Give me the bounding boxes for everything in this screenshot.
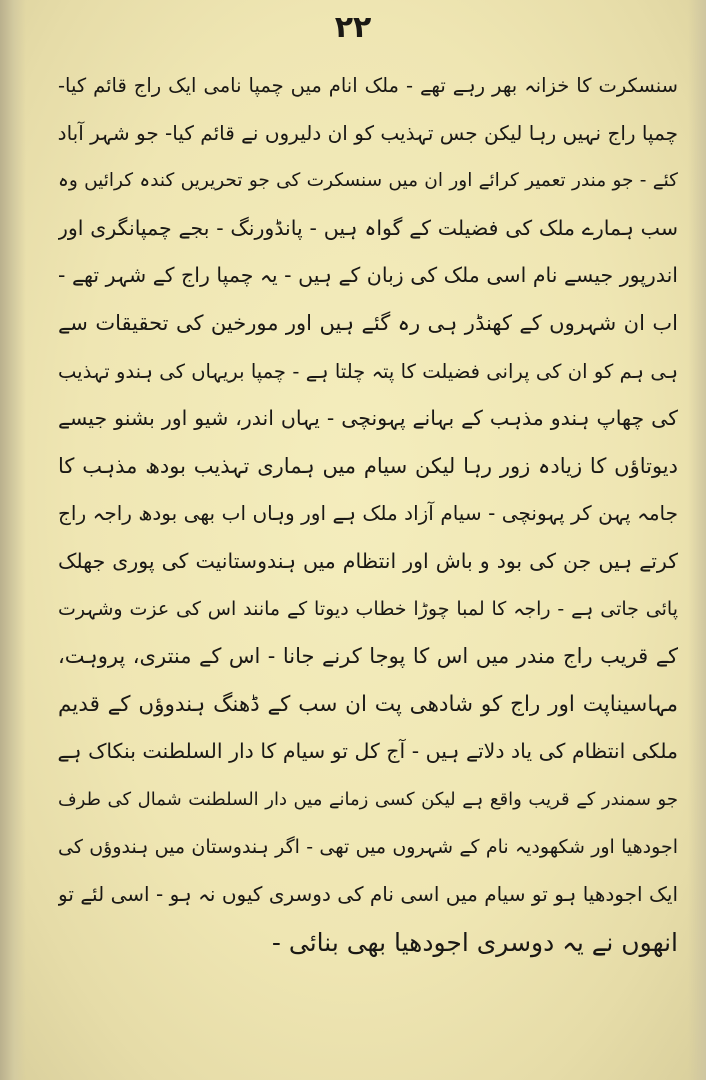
text-line: کئے - جو مندر تعمیر کرائے اور ان میں سنسکرت کی جو تحریریں کندہ کرائیں وہ	[58, 170, 678, 192]
text-line: کی چھاپ ہندو مذہب کے بہانے پہونچی - یہاں اندر، شیو اور بشنو جیسے	[58, 406, 678, 431]
text-line: سب ہمارے ملک کی فضیلت کے گواہ ہیں - پانڈورنگ - بجے چمپانگری اور	[58, 215, 678, 240]
page-number: ۲۲	[334, 10, 372, 45]
text-line: ایک اجودھیا ہو تو سیام میں اسی نام کی دوسری کیوں نہ ہو - اسی لئے تو	[58, 882, 678, 907]
text-line: ہی ہم کو ان کی پرانی فضیلت کا پتہ چلتا ہے - چمپا بریہاں کی ہندو تہذیب	[58, 359, 678, 383]
text-line: چمپا راج نہیں رہا لیکن جس تہذیب کو ان دلیروں نے قائم کیا- جو شہر آباد	[58, 120, 678, 145]
text-line: پائی جاتی ہے - راجہ کا لمبا چوڑا خطاب دیوتا کے مانند اس کی عزت وشہرت	[58, 597, 678, 620]
page-gutter-shadow	[0, 0, 26, 1080]
text-line: مہاسیناپت اور راج کو شادھی پت ان سب کے ڈھنگ ہندوؤں کے قدیم	[58, 691, 678, 717]
body-text	[58, 62, 678, 966]
text-line: جامہ پہن کر پہونچی - سیام آزاد ملک ہے اور وہاں اب بھی بودھ راجہ راج	[58, 501, 678, 526]
text-line: اب ان شہروں کے کھنڈر ہی رہ گئے ہیں اور مورخین کی تحقیقات سے	[58, 310, 678, 335]
text-line: انھوں نے یہ دوسری اجودھیا بھی بنائی -	[271, 927, 678, 957]
text-line: دیوتاؤں کا زیادہ زور رہا لیکن سیام میں ہماری تہذیب بودھ مذہب کا	[58, 453, 678, 478]
text-line: کرتے ہیں جن کی بود و باش اور انتظام میں ہندوستانیت کی پوری جھلک	[58, 548, 678, 573]
text-line: جو سمندر کے قریب واقع ہے لیکن کسی زمانے میں دار السلطنت شمال کی طرف	[58, 788, 678, 810]
text-line: اجودھیا اور شکھودیہ نام کے شہروں میں تھی - اگر ہندوستان میں ہندوؤں کی	[58, 835, 678, 858]
page-edge-shadow	[688, 0, 706, 1080]
text-line: سنسکرت کا خزانہ بھر رہے تھے - ملک انام میں چمپا نامی ایک راج قائم کیا-	[58, 74, 678, 97]
text-line: ملکی انتظام کی یاد دلاتے ہیں - آج کل تو سیام کا دار السلطنت بنکاک ہے	[58, 739, 678, 764]
text-line: اندرپور جیسے نام اسی ملک کی زبان کے ہیں - یہ چمپا راج کے شہر تھے -	[58, 263, 678, 288]
text-line: کے قریب راج مندر میں اس کا پوجا کرنے جانا - اس کے منتری، پروہت،	[58, 644, 678, 669]
